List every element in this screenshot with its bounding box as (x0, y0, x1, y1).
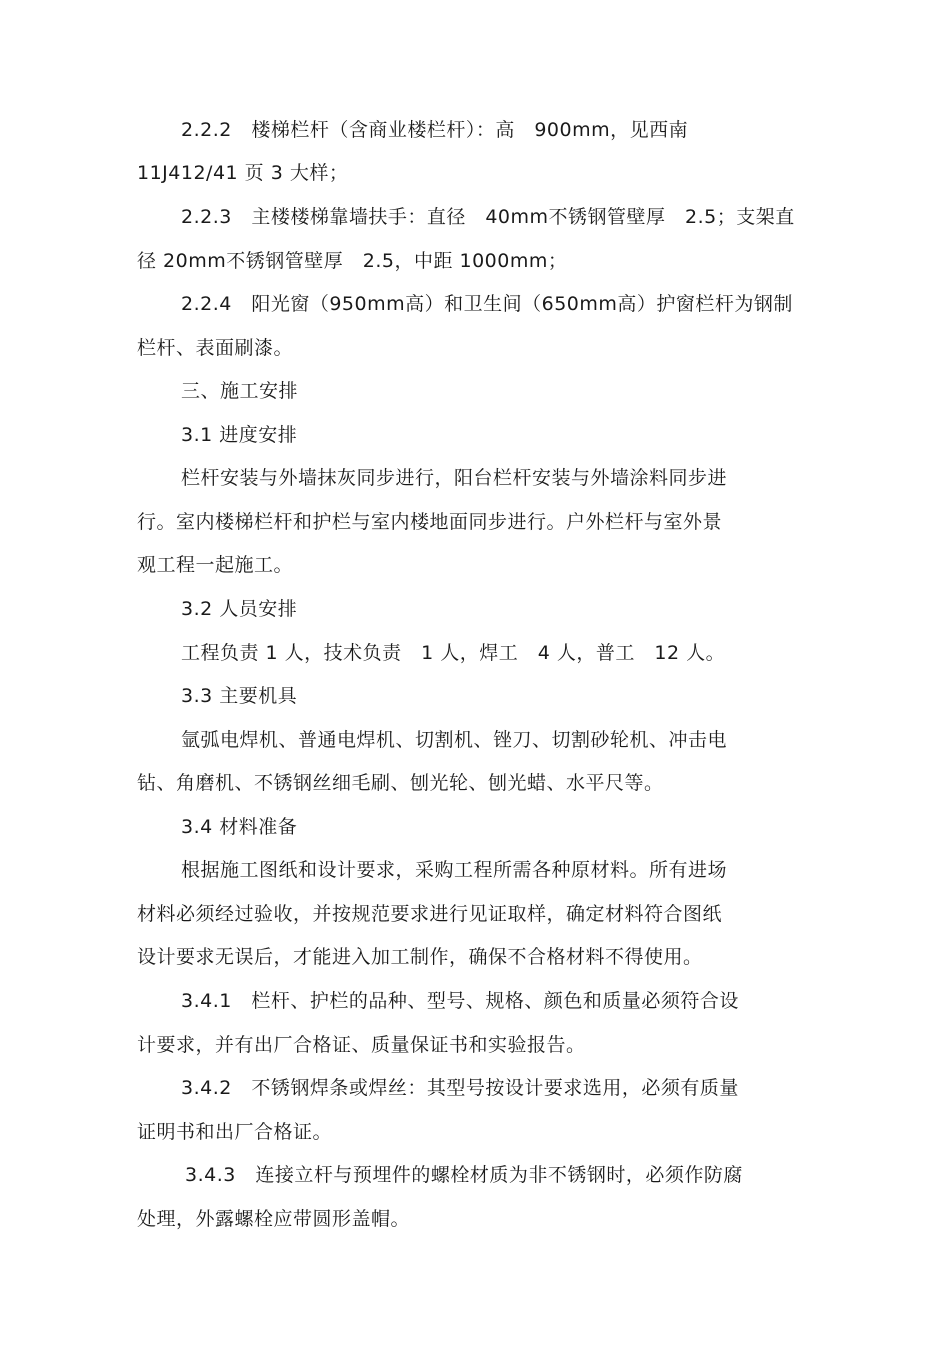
paragraph-2-2-3-line-1: 2.2.3 主楼楼梯靠墙扶手：直径 40mm不锈钢管壁厚 2.5；支架直 (181, 206, 795, 228)
paragraph-2-2-2-line-1: 2.2.2 楼梯栏杆（含商业楼栏杆）：高 900mm，见西南 (181, 119, 689, 141)
paragraph-3-4-line-1: 根据施工图纸和设计要求，采购工程所需各种原材料。所有进场 (181, 859, 728, 881)
paragraph-3-1-line-1: 栏杆安装与外墙抹灰同步进行，阳台栏杆安装与外墙涂料同步进 (181, 467, 728, 489)
paragraph-2-2-4-line-2: 栏杆、表面刷漆。 (137, 337, 294, 359)
paragraph-3-4-1-line-2: 计要求，并有出厂合格证、质量保证书和实验报告。 (137, 1034, 586, 1056)
paragraph-3-4-2-line-2: 证明书和出厂合格证。 (137, 1121, 333, 1143)
paragraph-3-2-line-1: 工程负责 1 人，技术负责 1 人，焊工 4 人，普工 12 人。 (181, 642, 726, 664)
paragraph-3-3-line-2: 钻、角磨机、不锈钢丝细毛刷、刨光轮、刨光蜡、水平尺等。 (137, 772, 664, 794)
paragraph-2-2-3-line-2: 径 20mm不锈钢管壁厚 2.5，中距 1000mm； (137, 250, 568, 272)
heading-3-2: 3.2 人员安排 (181, 598, 298, 620)
paragraph-2-2-2-line-2: 11J412/41 页 3 大样； (137, 162, 349, 184)
paragraph-3-4-3-line-1: 3.4.3 连接立杆与预埋件的螺栓材质为非不锈钢时，必须作防腐 (185, 1164, 743, 1186)
paragraph-3-1-line-2: 行。室内楼梯栏杆和护栏与室内楼地面同步进行。户外栏杆与室外景 (137, 511, 723, 533)
paragraph-3-4-1-line-1: 3.4.1 栏杆、护栏的品种、型号、规格、颜色和质量必须符合设 (181, 990, 739, 1012)
paragraph-3-4-line-2: 材料必须经过验收，并按规范要求进行见证取样，确定材料符合图纸 (137, 903, 723, 925)
paragraph-3-1-line-3: 观工程一起施工。 (137, 554, 294, 576)
paragraph-2-2-4-line-1: 2.2.4 阳光窗（950mm高）和卫生间（650mm高）护窗栏杆为钢制 (181, 293, 793, 315)
section-3-heading: 三、施工安排 (181, 380, 299, 402)
heading-3-4: 3.4 材料准备 (181, 816, 298, 838)
paragraph-3-4-line-3: 设计要求无误后，才能进入加工制作，确保不合格材料不得使用。 (137, 946, 703, 968)
heading-3-1: 3.1 进度安排 (181, 424, 298, 446)
paragraph-3-4-2-line-1: 3.4.2 不锈钢焊条或焊丝：其型号按设计要求选用，必须有质量 (181, 1077, 739, 1099)
heading-3-3: 3.3 主要机具 (181, 685, 298, 707)
paragraph-3-4-3-line-2: 处理，外露螺栓应带圆形盖帽。 (137, 1208, 411, 1230)
paragraph-3-3-line-1: 氩弧电焊机、普通电焊机、切割机、锉刀、切割砂轮机、冲击电 (181, 729, 728, 751)
